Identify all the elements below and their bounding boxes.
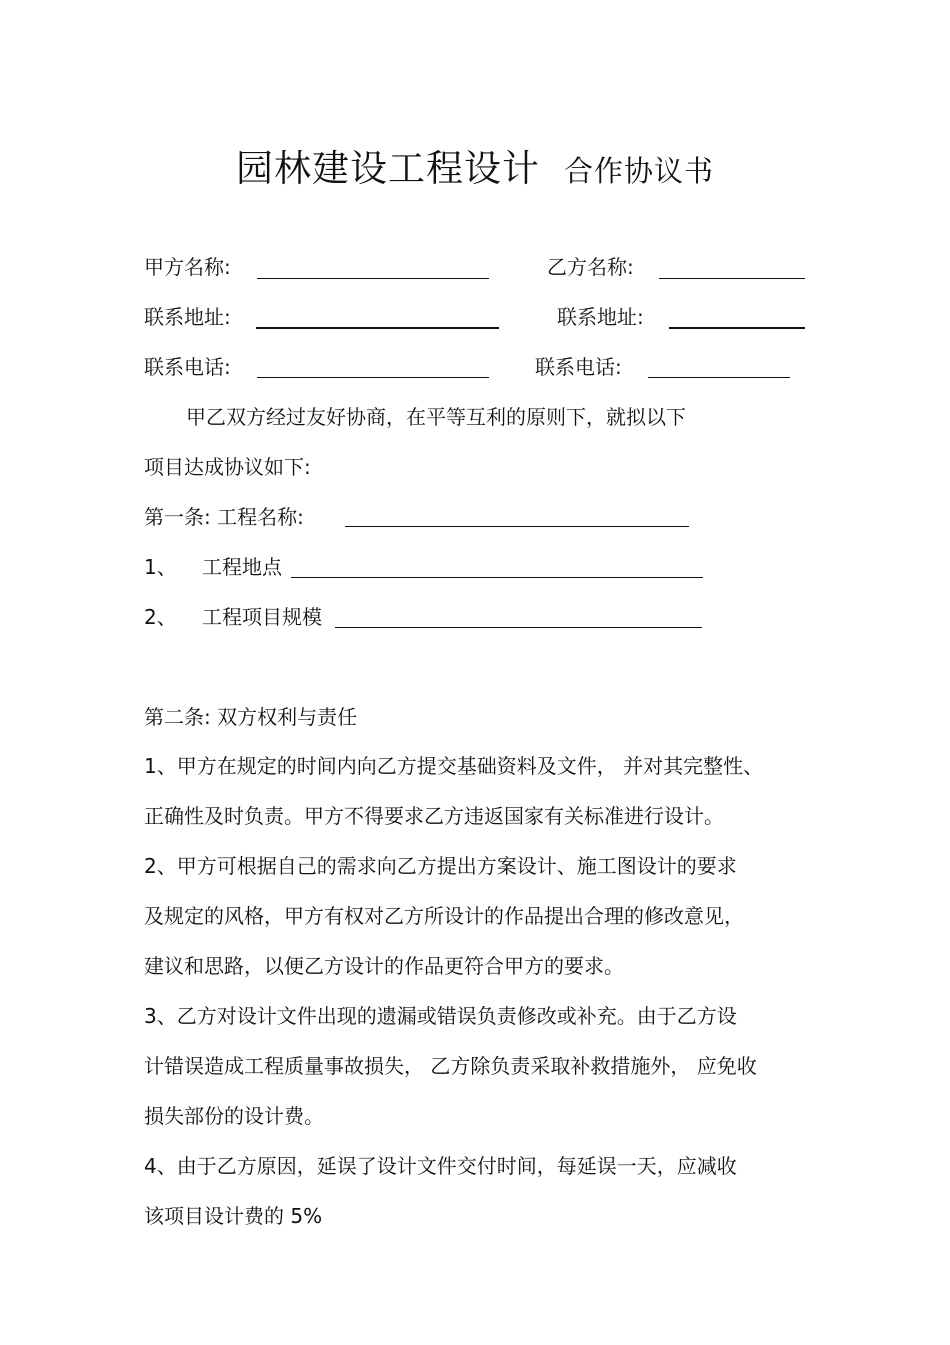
party-a-address-label: 联系地址: [144, 305, 231, 329]
title-sub: 合作协议书 [563, 154, 714, 188]
article1-heading: 第一条: 工程名称: [144, 505, 304, 529]
title-main: 园林建设工程设计 [235, 147, 540, 190]
article2-line-8: 损失部份的设计费。 [144, 1104, 324, 1128]
article1-item1-num: 1、 [144, 555, 177, 579]
article2-line-7: 计错误造成工程质量事故损失， 乙方除负责采取补救措施外， 应免收 [144, 1054, 757, 1078]
party-b-name-label: 乙方名称: [547, 255, 634, 279]
project-name-blank [345, 526, 689, 527]
article2-line-2: 正确性及时负责。甲方不得要求乙方违返国家有关标准进行设计。 [144, 804, 724, 828]
article2-line-1: 1、甲方在规定的时间内向乙方提交基础资料及文件， 并对其完整性、 [144, 754, 764, 778]
party-b-address-blank [669, 327, 805, 329]
party-b-phone-blank [648, 377, 790, 378]
party-a-phone-blank [257, 377, 489, 378]
article2-line-10: 该项目设计费的 5% [144, 1204, 323, 1228]
project-location-blank [291, 577, 703, 578]
party-a-name-label: 甲方名称: [144, 255, 231, 279]
article2-heading: 第二条: 双方权利与责任 [144, 705, 358, 729]
party-a-phone-label: 联系电话: [144, 355, 231, 379]
project-scale-blank [335, 627, 702, 628]
intro-line-1: 甲乙双方经过友好协商，在平等互利的原则下，就拟以下 [186, 405, 686, 429]
article2-line-3: 2、甲方可根据自己的需求向乙方提出方案设计、施工图设计的要求 [144, 854, 737, 878]
article1-item1-label: 工程地点 [202, 555, 282, 579]
article2-line-5: 建议和思路，以便乙方设计的作品更符合甲方的要求。 [144, 954, 624, 978]
intro-line-2: 项目达成协议如下: [144, 455, 311, 479]
document-title [0, 138, 950, 192]
party-b-name-blank [659, 278, 805, 279]
article1-item2-num: 2、 [144, 605, 177, 629]
party-a-address-blank [256, 327, 499, 329]
article2-line-9: 4、由于乙方原因，延误了设计文件交付时间，每延误一天，应减收 [144, 1154, 737, 1178]
article2-line-6: 3、乙方对设计文件出现的遗漏或错误负责修改或补充。由于乙方设 [144, 1004, 737, 1028]
article2-line-4: 及规定的风格，甲方有权对乙方所设计的作品提出合理的修改意见， [144, 904, 744, 928]
party-b-phone-label: 联系电话: [535, 355, 622, 379]
party-b-address-label: 联系地址: [557, 305, 644, 329]
party-a-name-blank [257, 278, 489, 279]
article1-item2-label: 工程项目规模 [202, 605, 322, 629]
